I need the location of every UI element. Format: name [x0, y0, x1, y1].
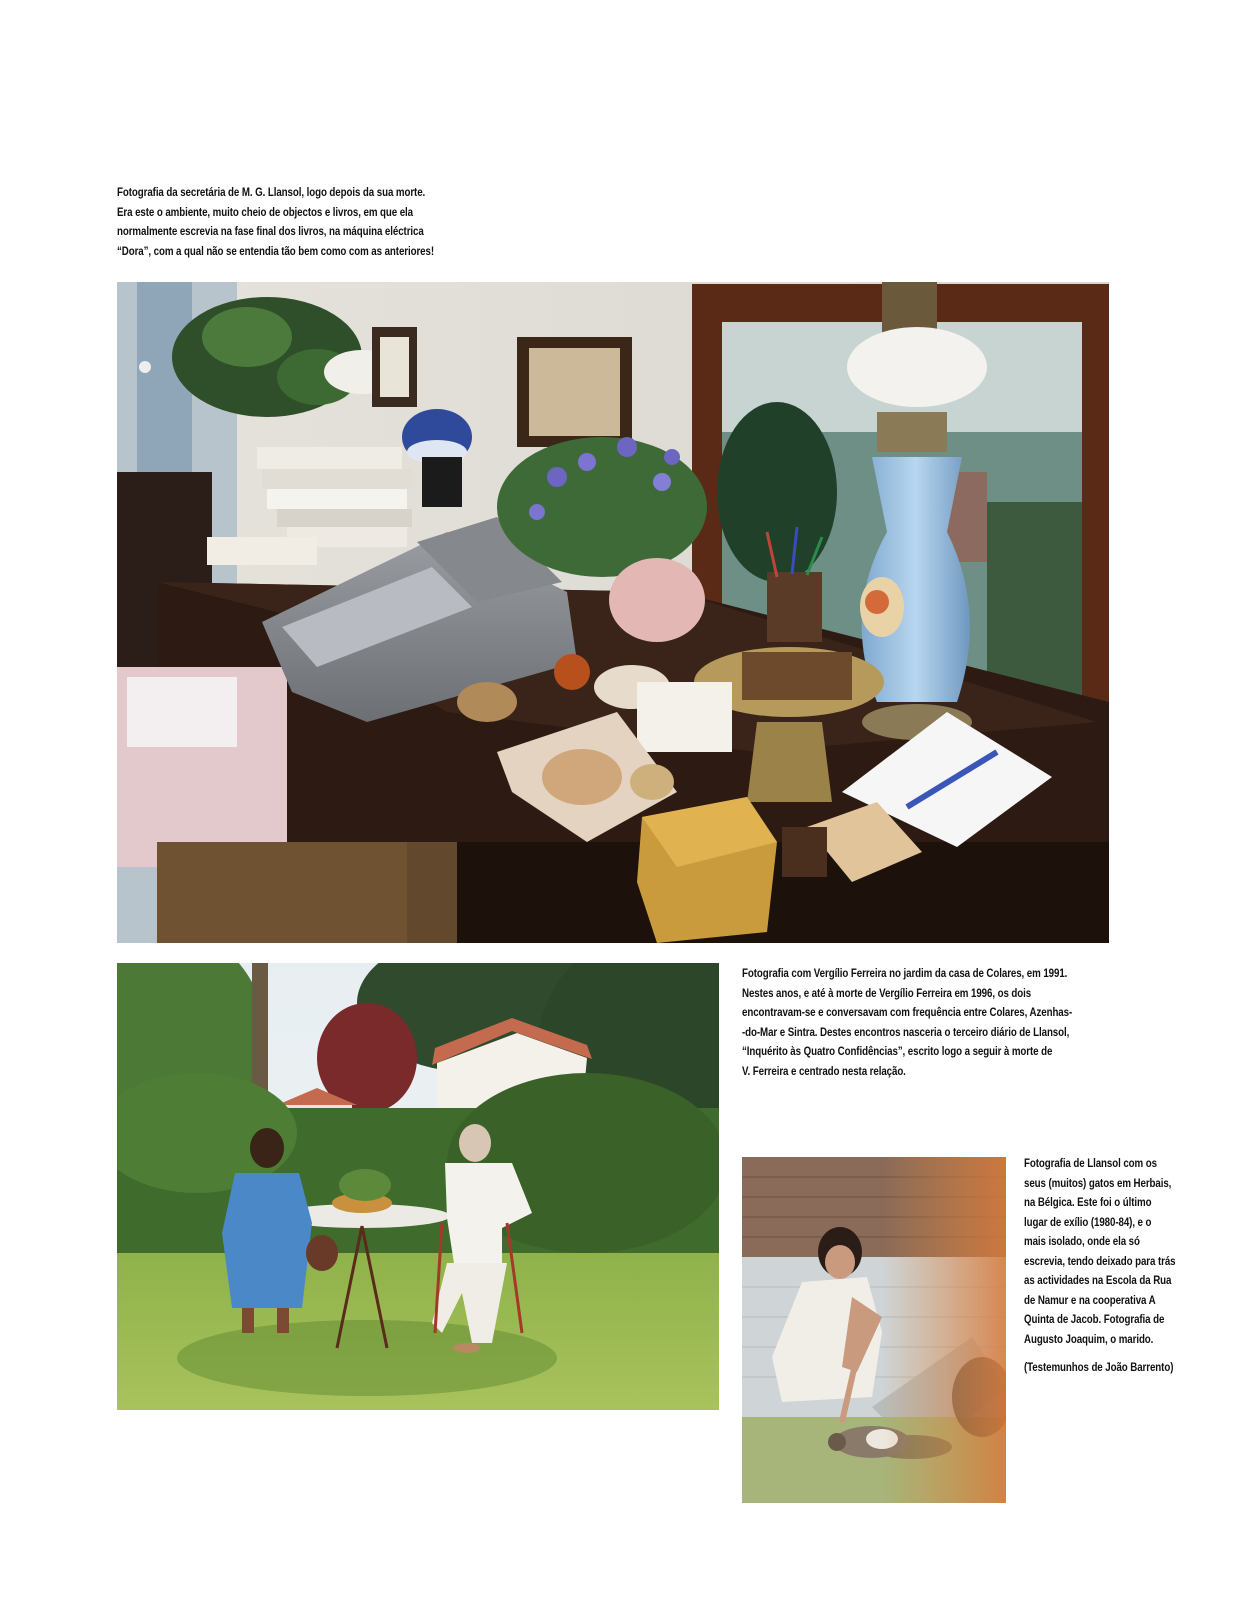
- caption-line: Fotografia com Vergílio Ferreira no jardim da casa de Colares, em 1991.: [742, 967, 1068, 980]
- caption-garden-photo: [742, 964, 1072, 1081]
- caption-line: Fotografia da secretária de M. G. Llansol, logo depois da sua morte.: [117, 186, 426, 199]
- cats-photo: [742, 1157, 1006, 1503]
- caption-line: seus (muitos) gatos em Herbais,: [1024, 1176, 1172, 1190]
- caption-line: as actividades na Escola da Rua: [1024, 1274, 1172, 1287]
- caption-line: -do-Mar e Sintra. Destes encontros nasceria o terceiro diário de Llansol,: [742, 1025, 1070, 1039]
- caption-desk-photo: [117, 183, 434, 261]
- caption-line: Era este o ambiente, muito cheio de objectos e livros, em que ela: [117, 205, 413, 219]
- caption-line: mais isolado, onde ela só: [1024, 1235, 1140, 1248]
- caption-line: Nestes anos, e até à morte de Vergílio Ferreira em 1996, os dois: [742, 986, 1032, 1000]
- caption-line: Quinta de Jacob. Fotografia de: [1024, 1313, 1165, 1326]
- garden-photo: [117, 963, 719, 1410]
- caption-line: “Inquérito às Quatro Confidências”, escrito logo a seguir à morte de: [742, 1045, 1053, 1058]
- caption-line: Augusto Joaquim, o marido.: [1024, 1332, 1154, 1346]
- desk-photo: [117, 282, 1109, 943]
- caption-line: “Dora”, com a qual não se entendia tão bem como com as anteriores!: [117, 244, 435, 258]
- caption-line: escrevia, tendo deixado para trás: [1024, 1254, 1176, 1268]
- caption-line: V. Ferreira e centrado nesta relação.: [742, 1064, 906, 1078]
- caption-line: na Bélgica. Este foi o último: [1024, 1196, 1152, 1209]
- caption-line: Fotografia de Llansol com os: [1024, 1157, 1157, 1170]
- caption-cats-photo: [1024, 1154, 1176, 1349]
- caption-line: encontravam-se e conversavam com frequência entre Colares, Azenhas-: [742, 1006, 1073, 1019]
- caption-line: de Namur e na cooperativa A: [1024, 1293, 1156, 1307]
- caption-line: normalmente escrevia na fase final dos livros, na máquina eléctrica: [117, 225, 424, 238]
- credit-line: (Testemunhos de João Barrento): [1024, 1361, 1174, 1374]
- caption-line: lugar de exílio (1980-84), e o: [1024, 1215, 1152, 1229]
- testimony-credit: [1024, 1358, 1173, 1378]
